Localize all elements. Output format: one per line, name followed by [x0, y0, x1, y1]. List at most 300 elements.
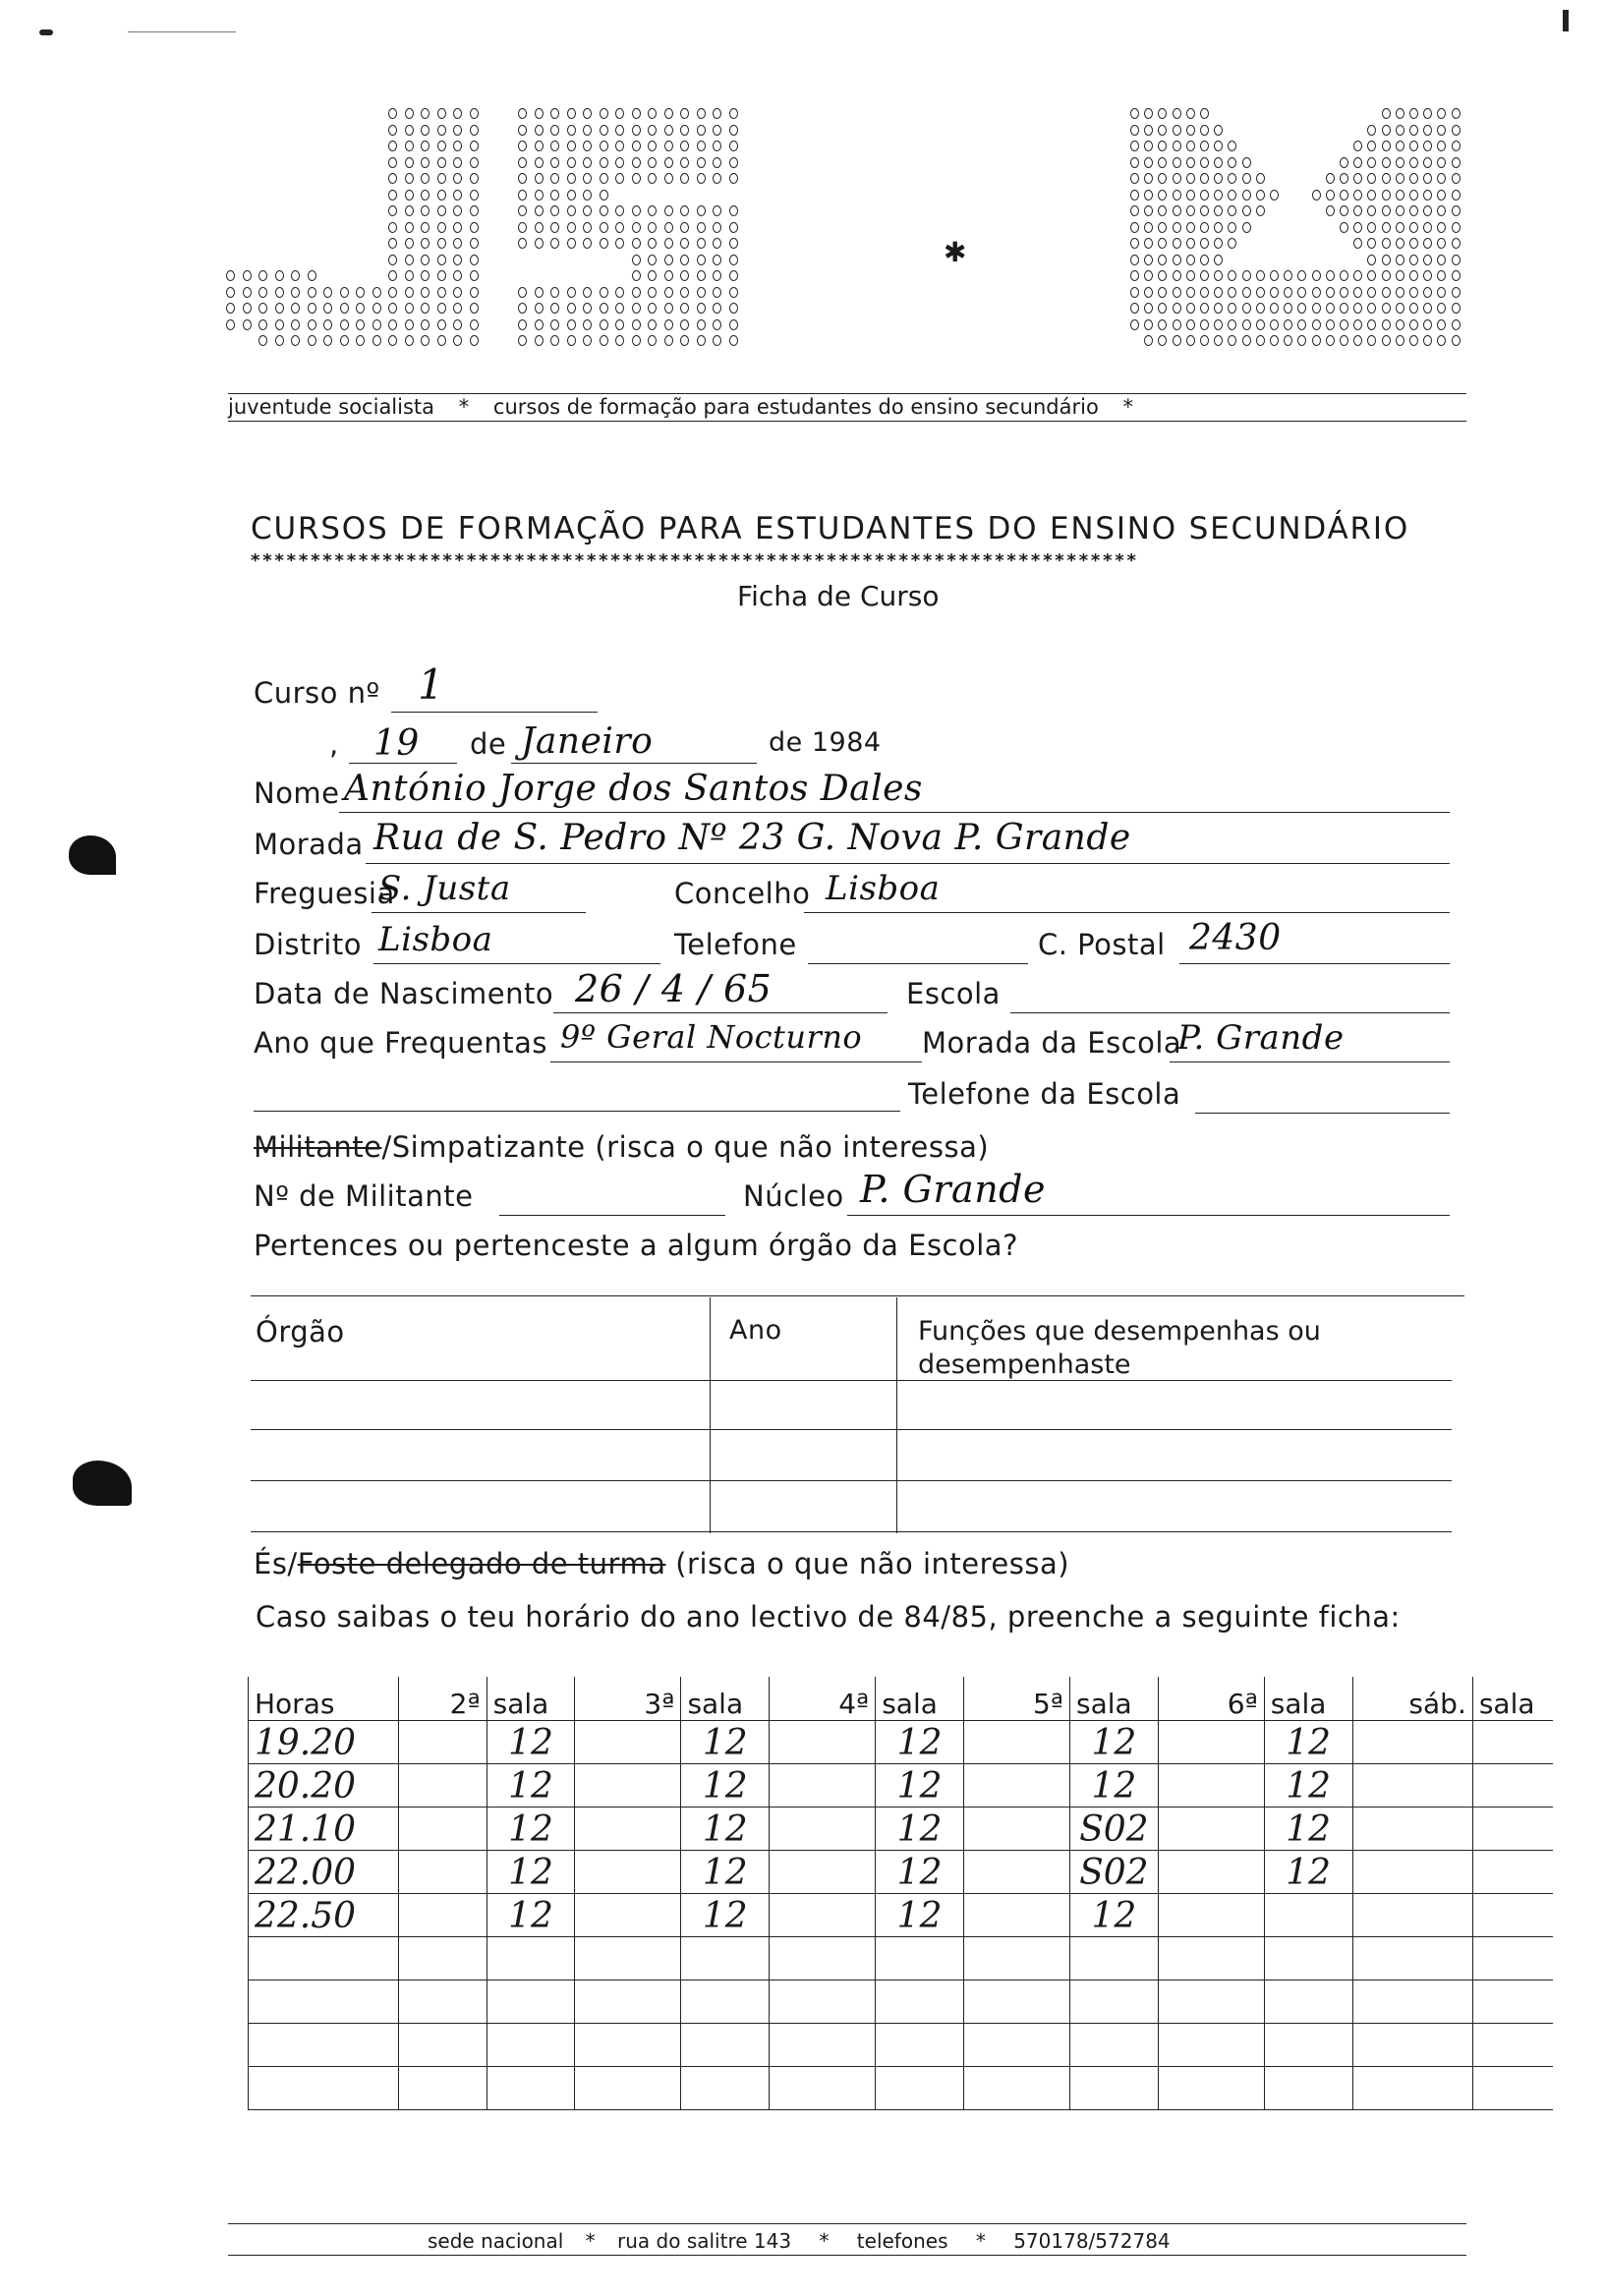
logo-dot	[1214, 255, 1223, 265]
logo-dot	[1437, 125, 1446, 136]
logo-dot	[1437, 141, 1446, 151]
schedule-cell	[575, 1893, 681, 1936]
logo-dot	[470, 270, 479, 281]
logo-dot	[1158, 173, 1167, 184]
logo-dot	[470, 287, 479, 298]
logo-dot	[275, 335, 284, 346]
schedule-cell	[1158, 1893, 1264, 1936]
logo-dot	[437, 319, 446, 330]
logo-dot	[1382, 222, 1391, 233]
telefone-escola-label: Telefone da Escola	[908, 1077, 1181, 1111]
logo-dot	[470, 190, 479, 201]
date-comma: ,	[329, 727, 339, 761]
logo-dot	[1382, 141, 1391, 151]
footer-star: *	[585, 2229, 596, 2253]
schedule-cell	[1070, 1980, 1159, 2023]
schedule-time-cell: 22.50	[249, 1893, 399, 1936]
logo-dot	[470, 303, 479, 314]
logo-dot	[648, 125, 657, 136]
logo-dot	[1173, 205, 1181, 216]
footer-telefones: telefones	[856, 2229, 948, 2253]
logo-dot	[1452, 141, 1461, 151]
logo-dot	[405, 270, 414, 281]
schedule-cell	[1472, 1763, 1553, 1807]
footer-rua: rua do salitre 143	[617, 2229, 792, 2253]
logo-dot	[697, 255, 706, 265]
logo-dot	[567, 173, 576, 184]
logo-dot	[713, 238, 721, 249]
logo-dot	[1130, 205, 1139, 216]
logo-dot	[1452, 190, 1461, 201]
logo-dot	[664, 108, 673, 119]
logo-dot	[323, 319, 332, 330]
logo-dot	[664, 335, 673, 346]
logo-dot	[470, 125, 479, 136]
logo-dot	[421, 108, 430, 119]
logo-dot	[388, 125, 397, 136]
logo-dot	[1130, 319, 1139, 330]
logo-dot	[226, 287, 235, 298]
logo-dot	[1367, 287, 1376, 298]
logo-dot	[1312, 270, 1321, 281]
morada-escola-line-2	[254, 1111, 900, 1112]
logo-dot	[1228, 303, 1236, 314]
logo-dot	[583, 173, 592, 184]
logo-dot	[1340, 222, 1348, 233]
logo-dot	[453, 335, 462, 346]
schedule-time-cell: 20.20	[249, 1763, 399, 1807]
ano-value: 9º Geral Nocturno	[560, 1018, 863, 1056]
logo-dot	[421, 125, 430, 136]
logo-dot	[680, 287, 689, 298]
page-subtitle: Ficha de Curso	[737, 580, 940, 612]
logo-dot	[1326, 335, 1335, 346]
logo-dot	[1452, 238, 1461, 249]
logo-dot	[697, 141, 706, 151]
logo-dot	[372, 335, 381, 346]
schedule-cell: 12	[1264, 1763, 1352, 1807]
logo-dot	[1200, 238, 1209, 249]
logo-dot	[453, 205, 462, 216]
logo-dot	[1270, 287, 1279, 298]
logo-dot	[421, 255, 430, 265]
logo-dot	[1130, 270, 1139, 281]
schedule-row	[249, 1980, 1554, 2023]
logo-dot	[470, 335, 479, 346]
distrito-label: Distrito	[254, 928, 362, 961]
footer-star: *	[975, 2229, 986, 2253]
logo-dot	[664, 255, 673, 265]
logo-dot	[1242, 173, 1251, 184]
logo-dot	[470, 238, 479, 249]
logo-dot	[583, 190, 592, 201]
logo-dot	[1423, 157, 1432, 168]
logo-dot	[1312, 190, 1321, 201]
logo-dot	[1367, 270, 1376, 281]
logo-dot	[388, 303, 397, 314]
logo-dot	[632, 173, 641, 184]
organ-row-line	[251, 1531, 1452, 1532]
logo-dot	[664, 319, 673, 330]
scan-blot	[69, 835, 116, 875]
logo-dot	[405, 157, 414, 168]
logo-dot	[632, 303, 641, 314]
logo-dot	[291, 303, 300, 314]
logo-dot	[713, 141, 721, 151]
logo-dot	[550, 222, 559, 233]
freguesia-value: S. Justa	[378, 869, 511, 908]
schedule-cell: 12	[487, 1720, 575, 1763]
logo-dot	[615, 335, 624, 346]
logo-dot	[648, 255, 657, 265]
logo-dot	[680, 335, 689, 346]
logo-dot	[615, 157, 624, 168]
logo-dot	[1437, 287, 1446, 298]
logo-dot	[226, 303, 235, 314]
logo-dot	[583, 125, 592, 136]
logo-dot	[600, 319, 608, 330]
organ-header-orgao: Órgão	[256, 1315, 345, 1349]
schedule-cell	[398, 2066, 487, 2109]
logo-dot	[1158, 270, 1167, 281]
logo-dot	[1228, 205, 1236, 216]
logo-dot	[470, 255, 479, 265]
logo-dot	[453, 303, 462, 314]
logo-dot	[1130, 190, 1139, 201]
logo-dot	[258, 335, 267, 346]
footer-numbers: 570178/572784	[1013, 2229, 1171, 2253]
logo-dot	[388, 270, 397, 281]
logo-dot	[632, 222, 641, 233]
logo-dot	[697, 108, 706, 119]
logo-dot	[1326, 319, 1335, 330]
logo-dot	[713, 125, 721, 136]
logo-dot	[1340, 190, 1348, 201]
logo-dot	[518, 190, 527, 201]
logo-dot	[405, 303, 414, 314]
logo-dot	[1242, 190, 1251, 201]
logo-dot	[1200, 335, 1209, 346]
logo-dot	[583, 335, 592, 346]
schedule-cell	[963, 2023, 1069, 2066]
logo-dot	[632, 238, 641, 249]
logo-dot	[388, 141, 397, 151]
logo-dot	[648, 205, 657, 216]
schedule-cell	[876, 1936, 964, 1980]
logo-dot	[713, 157, 721, 168]
logo-dot	[323, 287, 332, 298]
logo-dot	[1144, 287, 1153, 298]
schedule-cell	[487, 1936, 575, 1980]
logo-dot	[421, 141, 430, 151]
logo-dot	[1340, 270, 1348, 281]
logo-dot	[405, 319, 414, 330]
logo-dot	[1173, 108, 1181, 119]
logo-dot	[1423, 287, 1432, 298]
logo-dot	[323, 303, 332, 314]
logo-dot	[1353, 270, 1362, 281]
logo-dot	[729, 287, 738, 298]
logo-dot	[1186, 222, 1195, 233]
logo-dot	[550, 125, 559, 136]
logo-dot	[1186, 157, 1195, 168]
logo-dot	[1173, 303, 1181, 314]
logo-dot	[1186, 173, 1195, 184]
schedule-row	[249, 2066, 1554, 2109]
organ-col-divider	[710, 1297, 711, 1533]
logo-dot	[1214, 222, 1223, 233]
logo-dot	[518, 319, 527, 330]
logo-dot	[1367, 303, 1376, 314]
logo-dot	[405, 238, 414, 249]
logo-dot	[729, 303, 738, 314]
logo-dot	[1242, 205, 1251, 216]
logo-dot	[567, 303, 576, 314]
logo-dot	[1353, 141, 1362, 151]
schedule-cell: 12	[1264, 1807, 1352, 1850]
logo-dot	[421, 319, 430, 330]
logo-dot	[308, 270, 316, 281]
schedule-table	[248, 1677, 1553, 2110]
logo-dot	[1396, 270, 1404, 281]
logo-dot	[243, 303, 252, 314]
logo-dot	[1242, 157, 1251, 168]
schedule-cell	[1158, 2066, 1264, 2109]
logo-dot	[388, 287, 397, 298]
logo-dot	[453, 319, 462, 330]
logo-dot	[372, 287, 381, 298]
num-militante-line	[499, 1215, 725, 1216]
concelho-line	[804, 912, 1450, 913]
logo-dot	[1382, 125, 1391, 136]
logo-dot	[1409, 108, 1418, 119]
concelho-label: Concelho	[674, 877, 811, 910]
tagline-underline	[228, 421, 1466, 422]
logo-dot	[1270, 190, 1279, 201]
logo-dot	[1437, 238, 1446, 249]
logo-dot	[1158, 287, 1167, 298]
logo-dot	[1423, 319, 1432, 330]
logo-dot	[1353, 303, 1362, 314]
logo-dot	[1353, 238, 1362, 249]
schedule-cell	[1472, 2023, 1553, 2066]
logo-dot	[1158, 190, 1167, 201]
logo-dot	[1214, 319, 1223, 330]
logo-dot	[535, 335, 544, 346]
logo-dot	[1186, 205, 1195, 216]
escola-label: Escola	[906, 977, 1001, 1010]
logo-dot	[680, 205, 689, 216]
logo-dot	[1382, 190, 1391, 201]
logo-dot	[1256, 173, 1265, 184]
logo-dot	[729, 270, 738, 281]
schedule-header-row	[249, 1677, 1554, 1720]
logo-dot	[453, 157, 462, 168]
logo-dot	[1367, 319, 1376, 330]
logo-dot	[1256, 319, 1265, 330]
logo-dot	[437, 205, 446, 216]
logo-dot	[680, 255, 689, 265]
logo-dot	[1214, 125, 1223, 136]
logo-dot	[1367, 205, 1376, 216]
logo-dot	[600, 173, 608, 184]
schedule-header-cell: sala	[487, 1677, 575, 1720]
schedule-header-cell: 5ª	[963, 1677, 1069, 1720]
nome-line	[339, 812, 1450, 813]
logo-dot	[535, 108, 544, 119]
logo-dot	[1284, 335, 1292, 346]
logo-dot	[680, 238, 689, 249]
logo-dot	[437, 157, 446, 168]
logo-dot	[1367, 190, 1376, 201]
logo-dot	[1214, 190, 1223, 201]
logo-dot	[518, 108, 527, 119]
schedule-cell	[963, 1720, 1069, 1763]
logo-dot	[1173, 157, 1181, 168]
logo-dot	[648, 270, 657, 281]
logo-dot	[356, 319, 365, 330]
logo-dot	[1452, 205, 1461, 216]
logo-dot	[697, 238, 706, 249]
schedule-cell: 12	[681, 1850, 770, 1893]
logo-dot	[1396, 335, 1404, 346]
logo-dot	[648, 173, 657, 184]
logo-dot	[697, 270, 706, 281]
logo-dot	[1437, 190, 1446, 201]
logo-dot	[535, 238, 544, 249]
logo-dot	[632, 205, 641, 216]
logo-dot	[1228, 238, 1236, 249]
schedule-cell	[963, 2066, 1069, 2109]
logo-dot	[1158, 335, 1167, 346]
ano-label: Ano que Frequentas	[254, 1026, 547, 1060]
logo-dot	[1353, 190, 1362, 201]
schedule-cell	[876, 1980, 964, 2023]
footer-sede: sede nacional	[428, 2229, 564, 2253]
logo-dot	[453, 255, 462, 265]
nascimento-line	[553, 1012, 888, 1013]
logo-dot	[1382, 270, 1391, 281]
nucleo-line	[847, 1215, 1450, 1216]
logo-dot	[600, 335, 608, 346]
logo-dot	[1409, 303, 1418, 314]
logo-dot	[518, 125, 527, 136]
logo-dot	[1423, 173, 1432, 184]
logo-dot	[1256, 303, 1265, 314]
logo-dot	[729, 238, 738, 249]
logo-dot	[308, 287, 316, 298]
schedule-cell: 12	[681, 1763, 770, 1807]
logo-dot	[1437, 157, 1446, 168]
orgao-question: Pertences ou pertenceste a algum órgão da Escola?	[254, 1229, 1018, 1262]
logo-dot	[258, 303, 267, 314]
schedule-time-cell: 19.20	[249, 1720, 399, 1763]
schedule-cell: 12	[681, 1807, 770, 1850]
logo-dot	[421, 238, 430, 249]
delegado-line	[254, 1547, 1069, 1580]
logo-dot	[258, 319, 267, 330]
logo-dot	[453, 108, 462, 119]
logo-dot	[405, 255, 414, 265]
logo-dot	[1423, 190, 1432, 201]
logo-dot	[405, 125, 414, 136]
schedule-cell	[398, 2023, 487, 2066]
logo-dot	[1437, 222, 1446, 233]
logo-dot	[1367, 335, 1376, 346]
logo-dot	[1214, 303, 1223, 314]
morada-line	[366, 863, 1450, 864]
logo-dot	[1200, 222, 1209, 233]
schedule-header-cell: sala	[876, 1677, 964, 1720]
logo-dot	[388, 255, 397, 265]
logo-dot	[226, 319, 235, 330]
schedule-cell	[770, 1936, 876, 1980]
logo-dot	[1158, 222, 1167, 233]
schedule-time-cell: 22.00	[249, 1850, 399, 1893]
schedule-cell	[1158, 1763, 1264, 1807]
date-day-value: 19	[373, 723, 420, 764]
logo-dot	[1353, 205, 1362, 216]
logo-dot	[648, 319, 657, 330]
logo-dot	[1423, 335, 1432, 346]
logo-dot	[632, 255, 641, 265]
logo-dot	[1437, 173, 1446, 184]
schedule-header-cell: 2ª	[398, 1677, 487, 1720]
logo-dot	[1214, 335, 1223, 346]
logo-dot	[1200, 190, 1209, 201]
logo-dot	[697, 173, 706, 184]
logo-dot	[583, 238, 592, 249]
logo-dot	[1382, 287, 1391, 298]
logo-dot	[437, 125, 446, 136]
logo-dot	[518, 303, 527, 314]
schedule-cell	[963, 1763, 1069, 1807]
logo-dot	[1130, 108, 1139, 119]
nascimento-label: Data de Nascimento	[254, 977, 554, 1010]
logo-dot	[1396, 108, 1404, 119]
logo-dot	[453, 287, 462, 298]
logo-dot	[1270, 303, 1279, 314]
organ-header-ano: Ano	[729, 1315, 782, 1346]
schedule-cell	[1264, 1936, 1352, 1980]
logo-dot	[1367, 157, 1376, 168]
cpostal-value: 2430	[1189, 918, 1282, 958]
logo-dot	[1326, 173, 1335, 184]
footer	[428, 2229, 1171, 2253]
logo-dot	[1270, 335, 1279, 346]
schedule-cell: 12	[1070, 1720, 1159, 1763]
logo-dot	[518, 141, 527, 151]
logo-dot	[291, 287, 300, 298]
schedule-cell	[1158, 2023, 1264, 2066]
logo-dot	[1242, 335, 1251, 346]
logo-dot	[405, 141, 414, 151]
logo-dot	[1173, 173, 1181, 184]
logo-dot	[1382, 108, 1391, 119]
logo-dot	[1200, 141, 1209, 151]
schedule-cell: 12	[876, 1893, 964, 1936]
logo-dot	[1284, 319, 1292, 330]
scan-mark	[39, 29, 53, 35]
schedule-cell: S02	[1070, 1850, 1159, 1893]
logo-dot	[470, 141, 479, 151]
date-de-label: de	[470, 727, 507, 761]
telefone-escola-line	[1195, 1113, 1450, 1114]
logo-dot	[1312, 287, 1321, 298]
logo-dot	[1423, 238, 1432, 249]
logo-dot	[583, 141, 592, 151]
schedule-cell	[1158, 1980, 1264, 2023]
